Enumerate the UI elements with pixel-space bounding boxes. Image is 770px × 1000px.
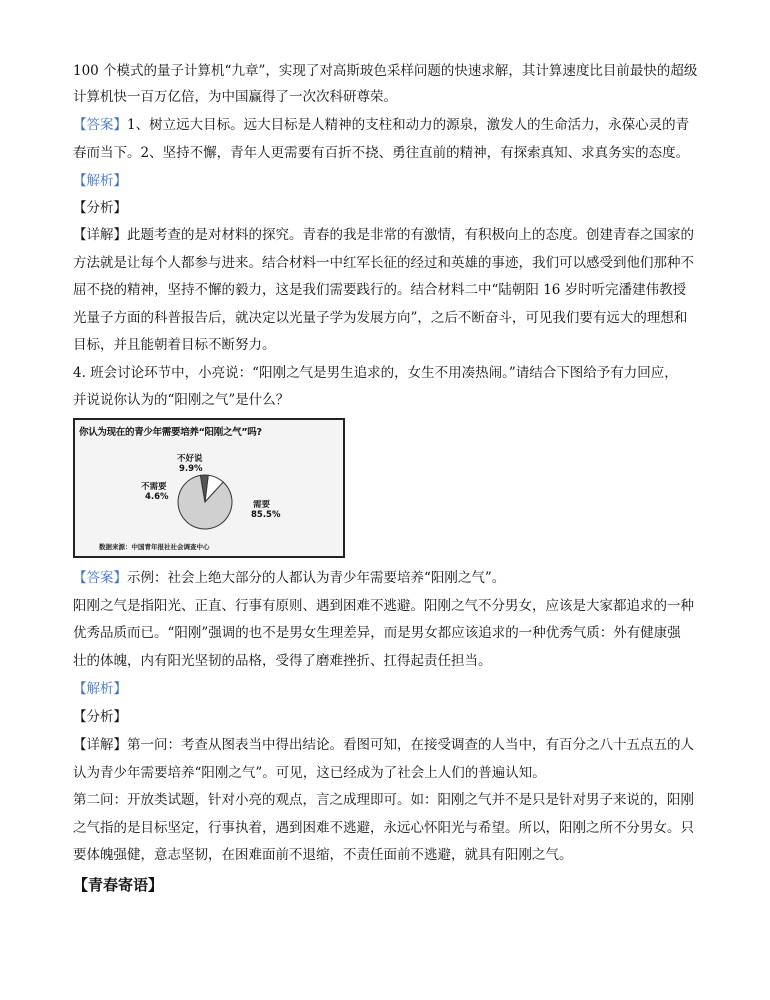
text-line: 阳刚之气是指阳光、正直、行事有原则、遇到困难不逃避。阳刚之气不分男女，应该是大家都追求的一种	[73, 598, 694, 614]
text-line: 目标，并且能朝着目标不断努力。	[73, 337, 276, 353]
answer-paragraph	[73, 116, 689, 134]
slice-label-no: 不需要 4.6%	[141, 482, 169, 502]
text-line: 屈不挠的精神，坚持不懈的毅力，这是我们需要践行的。结合材料二中“陆朝阳 16 岁时听完潘建伟教授	[73, 282, 687, 298]
question-4: 4. 班会讨论环节中，小亮说：“阳刚之气是男生追求的，女生不用凑热闹。”请结合下图给予有力回应，	[73, 365, 678, 381]
fenxi-tag: 【分析】	[73, 200, 127, 216]
survey-figure	[73, 418, 345, 558]
slice-label-unsure: 不好说 9.9%	[177, 454, 203, 474]
answer-text: 示例：社会上绝大部分的人都认为青少年需要培养“阳刚之气”。	[127, 570, 506, 586]
text-line: 之气指的是目标坚定，行事执着，遇到困难不逃避，永远心怀阳光与希望。所以，阳刚之所不分男女。只	[73, 820, 694, 836]
analysis-tag: 【解析】	[73, 173, 127, 189]
answer-paragraph	[73, 569, 505, 587]
pie-chart	[75, 420, 343, 556]
section-heading: 【青春寄语】	[73, 876, 164, 894]
figure-source: 数据来源：中国青年报社社会调查中心	[99, 543, 210, 551]
text-line: 认为青少年需要培养“阳刚之气”。可见，这已经成为了社会上人们的普遍认知。	[73, 765, 546, 781]
figure-title: 你认为现在的青少年需要培养“阳刚之气”吗?	[79, 427, 262, 438]
text-line: 要体魄强健，意志坚韧，在困难面前不退缩，不责任面前不逃避，就具有阳刚之气。	[73, 847, 573, 863]
detail-tag: 【详解】	[73, 737, 127, 753]
fenxi-tag: 【分析】	[73, 709, 127, 725]
analysis-tag: 【解析】	[73, 681, 127, 697]
text-line: 100 个模式的量子计算机“九章”，实现了对高斯玻色采样问题的快速求解，其计算速度比目前最快的超级	[73, 63, 698, 79]
text-line: 方法就是让每个人都参与进来。结合材料一中红军长征的经过和英雄的事迹，我们可以感受到他们那种不	[73, 255, 694, 271]
text-line: 并说说你认为的“阳刚之气”是什么？	[73, 392, 290, 408]
text-line: 壮的体魄，内有阳光坚韧的品格，受得了磨难挫折、扛得起责任担当。	[73, 653, 492, 669]
detail-paragraph	[73, 736, 694, 754]
answer-tag: 【答案】	[73, 117, 127, 133]
text-line: 光量子方面的科普报告后，就决定以光量子学为发展方向”，之后不断奋斗，可见我们要有远大的理想和	[73, 310, 688, 326]
text-line: 计算机快一百万亿倍，为中国赢得了一次次科研尊荣。	[73, 89, 397, 105]
slice-label-yes: 需要 85.5%	[251, 500, 281, 520]
text-line: 第二问：开放类试题，针对小亮的观点，言之成理即可。如：阳刚之气并不是只是针对男子来说的，阳刚	[73, 792, 694, 808]
text-line: 优秀品质而已。“阳刚”强调的也不是男女生理差异，而是男女都应该追求的一种优秀气质：外有健康强	[73, 625, 681, 641]
detail-text: 此题考查的是对材料的探究。青春的我是非常的有激情，有积极向上的态度。创建青春之国家的	[127, 227, 694, 243]
text-line: 春而当下。2、坚持不懈，青年人更需要有百折不挠、勇往直前的精神，有探索真知、求真务实的态度。	[73, 145, 690, 161]
detail-paragraph	[73, 226, 694, 244]
detail-tag: 【详解】	[73, 227, 127, 243]
answer-text: 1、树立远大目标。远大目标是人精神的支柱和动力的源泉，激发人的生命活力，永葆心灵的青	[127, 117, 690, 133]
detail-text: 第一问：考查从图表当中得出结论。看图可知，在接受调查的人当中，有百分之八十五点五的人	[127, 737, 694, 753]
answer-tag: 【答案】	[73, 570, 127, 586]
